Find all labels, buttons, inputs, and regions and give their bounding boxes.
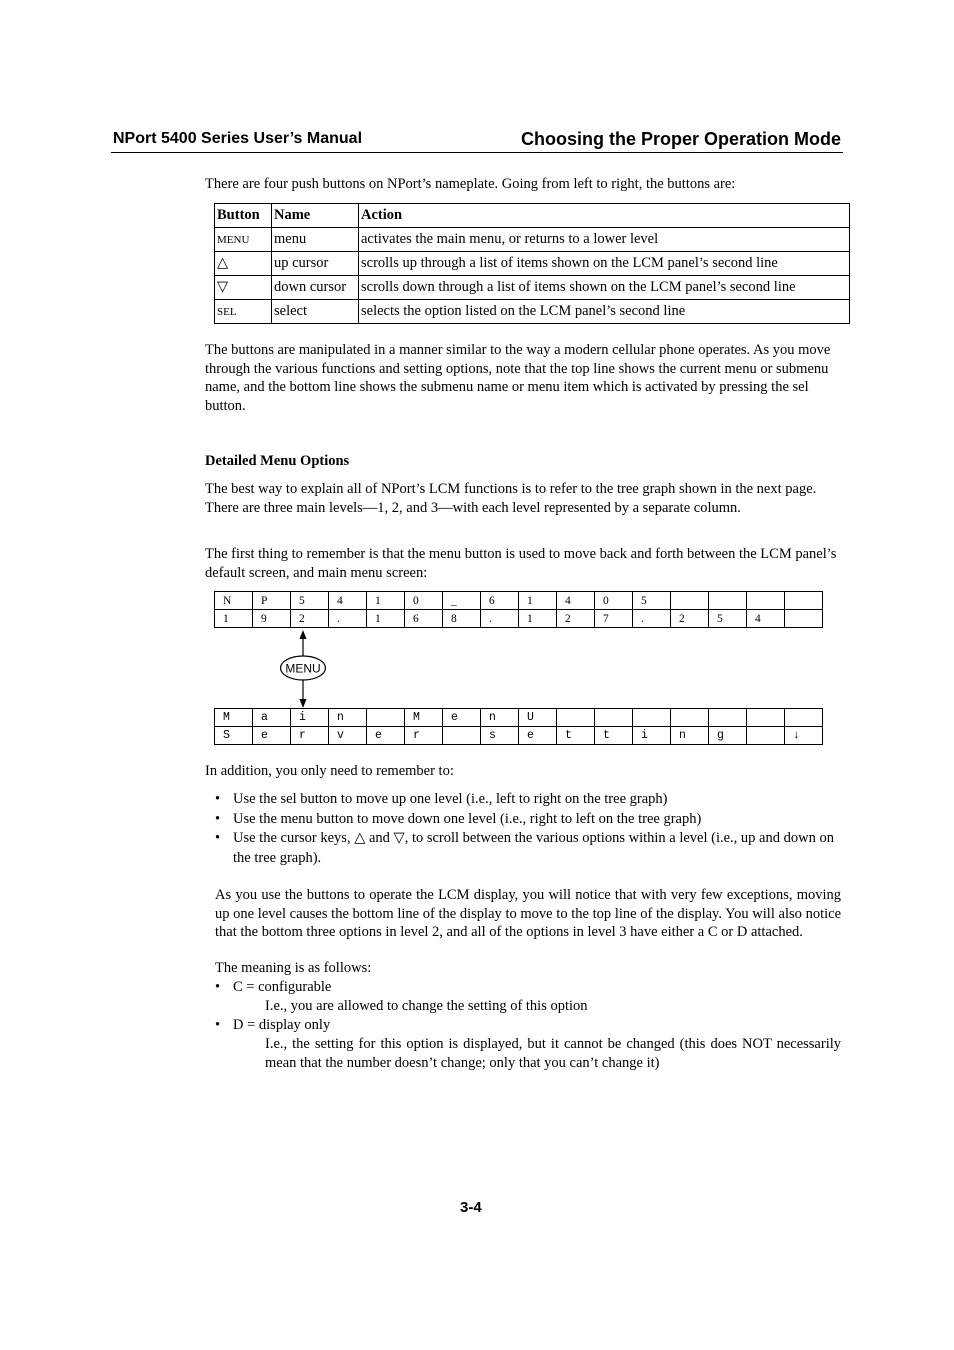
- lcm-char-cell: n: [671, 727, 709, 745]
- lcm-default-screen: [214, 591, 823, 628]
- d-description: I.e., the setting for this option is displayed, but it cannot be changed (this does NOT necessarily mean that the number doesn’t change; only that you can’t change it): [265, 1036, 841, 1071]
- meaning-line: The meaning is as follows:: [215, 960, 372, 976]
- table-cell: scrolls down through a list of items shown on the LCM panel’s second line: [359, 276, 850, 300]
- list-item: • C = configurable: [215, 978, 843, 998]
- lcm-char-cell: M: [215, 709, 253, 727]
- lcm-char-cell: [671, 592, 709, 610]
- lcm-char-cell: N: [215, 592, 253, 610]
- table-cell: select: [272, 300, 359, 324]
- lcm-char-cell: M: [405, 709, 443, 727]
- table-cell: down cursor: [272, 276, 359, 300]
- lcm-char-cell: 1: [215, 610, 253, 628]
- column-header: Button: [215, 204, 272, 228]
- page-header: [111, 128, 843, 153]
- lcm-char-cell: [747, 709, 785, 727]
- lcm-char-cell: g: [709, 727, 747, 745]
- list-item: • Use the menu button to move down one level (i.e., right to left on the tree graph): [215, 810, 843, 830]
- lcm-char-cell: 2: [671, 610, 709, 628]
- lcm-char-cell: [595, 709, 633, 727]
- lcm-char-cell: U: [519, 709, 557, 727]
- menu-transition-diagram: [278, 630, 328, 708]
- lcm-char-cell: 5: [291, 592, 329, 610]
- lcm-char-cell: 2: [557, 610, 595, 628]
- table-cell: selects the option listed on the LCM panel’s second line: [359, 300, 850, 324]
- lcm-char-cell: [785, 610, 823, 628]
- lcm-char-cell: S: [215, 727, 253, 745]
- lcm-char-cell: 5: [709, 610, 747, 628]
- lcm-char-cell: 5: [633, 592, 671, 610]
- lcm-char-cell: e: [519, 727, 557, 745]
- lcm-char-cell: a: [253, 709, 291, 727]
- lcm-row-bottom: [215, 610, 823, 628]
- lcm-char-cell: .: [329, 610, 367, 628]
- table-header-row: [215, 204, 850, 228]
- lcm-char-cell: 6: [481, 592, 519, 610]
- list-item: • D = display only: [215, 1016, 843, 1036]
- menu-button-label: MENU: [285, 661, 321, 676]
- lcm-char-cell: 2: [291, 610, 329, 628]
- lcm-char-cell: P: [253, 592, 291, 610]
- tree-paragraph: The best way to explain all of NPort’s LCM functions is to refer to the tree graph shown in the next page. There are three main levels—1, 2, and 3—with each level represented by a separate column.: [205, 481, 817, 516]
- menu-arrow-graphic: [278, 630, 328, 708]
- lcm-char-cell: _: [443, 592, 481, 610]
- first-paragraph: The first thing to remember is that the menu button is used to move back and forth between the LCM panel’s default screen, and main menu screen:: [205, 546, 837, 581]
- c-list: [215, 978, 843, 998]
- lcm-char-cell: .: [633, 610, 671, 628]
- table-cell: △: [215, 252, 272, 276]
- use-paragraph: As you use the buttons to operate the LCM display, you will notice that with very few exceptions, moving up one level causes the bottom line of the display to move to the top line of the display. You will also notice that the bottom three options in level 2, and all of the options in level 3 have either a C or D attached.: [215, 887, 841, 940]
- lcm-char-cell: [785, 709, 823, 727]
- lcm-char-cell: v: [329, 727, 367, 745]
- page-number: 3-4: [460, 1199, 482, 1216]
- list-item: • Use the cursor keys, △ and ▽, to scroll between the various options within a level (i.e., up and down on the tree graph).: [215, 829, 843, 868]
- lcm-char-cell: [367, 709, 405, 727]
- table-cell: scrolls up through a list of items shown on the LCM panel’s second line: [359, 252, 850, 276]
- column-header: Action: [359, 204, 850, 228]
- lcm-char-cell: n: [329, 709, 367, 727]
- buttons-paragraph: The buttons are manipulated in a manner similar to the way a modern cellular phone operates. As you move through the various functions and setting options, note that the top line shows the current menu or submenu name, and the bottom line shows the submenu name or menu item which is activated by pressing the sel button.: [205, 342, 831, 414]
- addition-paragraph: In addition, you only need to remember to:: [205, 763, 454, 779]
- section-title: Detailed Menu Options: [205, 453, 350, 469]
- lcm-char-cell: 4: [747, 610, 785, 628]
- lcm-char-cell: [747, 592, 785, 610]
- lcm-char-cell: [785, 592, 823, 610]
- instructions-list: [215, 790, 843, 868]
- buttons-table: [214, 203, 850, 324]
- lcm-char-cell: r: [291, 727, 329, 745]
- lcm-char-cell: [709, 709, 747, 727]
- lcm-row-bottom: [215, 727, 823, 745]
- table-cell: up cursor: [272, 252, 359, 276]
- lcm-char-cell: [443, 727, 481, 745]
- table-row: [215, 228, 850, 252]
- table-cell: SEL: [215, 300, 272, 324]
- d-list: [215, 1016, 843, 1036]
- lcm-char-cell: 0: [405, 592, 443, 610]
- lcm-char-cell: i: [633, 727, 671, 745]
- lcm-char-cell: [633, 709, 671, 727]
- lcm-char-cell: t: [595, 727, 633, 745]
- lcm-char-cell: [709, 592, 747, 610]
- table-row: [215, 252, 850, 276]
- lcm-char-cell: 0: [595, 592, 633, 610]
- lcm-char-cell: i: [291, 709, 329, 727]
- c-description: I.e., you are allowed to change the setting of this option: [265, 998, 588, 1014]
- lcm-char-cell: ↓: [785, 727, 823, 745]
- table-cell: ▽: [215, 276, 272, 300]
- lcm-char-cell: 8: [443, 610, 481, 628]
- lcm-char-cell: e: [367, 727, 405, 745]
- table-row: [215, 300, 850, 324]
- lcm-char-cell: n: [481, 709, 519, 727]
- intro-paragraph: There are four push buttons on NPort’s nameplate. Going from left to right, the buttons are:: [205, 176, 736, 192]
- lcm-row-top: [215, 592, 823, 610]
- table-cell: activates the main menu, or returns to a lower level: [359, 228, 850, 252]
- lcm-char-cell: t: [557, 727, 595, 745]
- lcm-char-cell: r: [405, 727, 443, 745]
- lcm-char-cell: 4: [557, 592, 595, 610]
- table-cell: MENU: [215, 228, 272, 252]
- lcm-char-cell: [557, 709, 595, 727]
- lcm-char-cell: 4: [329, 592, 367, 610]
- lcm-char-cell: 1: [367, 592, 405, 610]
- lcm-char-cell: e: [443, 709, 481, 727]
- table-cell: menu: [272, 228, 359, 252]
- lcm-row-top: [215, 709, 823, 727]
- lcm-char-cell: 9: [253, 610, 291, 628]
- lcm-char-cell: .: [481, 610, 519, 628]
- list-item: • Use the sel button to move up one level (i.e., left to right on the tree graph): [215, 790, 843, 810]
- lcm-char-cell: e: [253, 727, 291, 745]
- lcm-char-cell: 1: [519, 592, 557, 610]
- lcm-main-menu-screen: [214, 708, 823, 745]
- lcm-char-cell: [671, 709, 709, 727]
- manual-title: NPort 5400 Series User’s Manual: [113, 130, 363, 147]
- column-header: Name: [272, 204, 359, 228]
- lcm-char-cell: 7: [595, 610, 633, 628]
- lcm-char-cell: 1: [367, 610, 405, 628]
- chapter-title: Choosing the Proper Operation Mode: [520, 129, 841, 149]
- lcm-char-cell: [747, 727, 785, 745]
- lcm-char-cell: s: [481, 727, 519, 745]
- table-row: [215, 276, 850, 300]
- lcm-char-cell: 1: [519, 610, 557, 628]
- lcm-char-cell: 6: [405, 610, 443, 628]
